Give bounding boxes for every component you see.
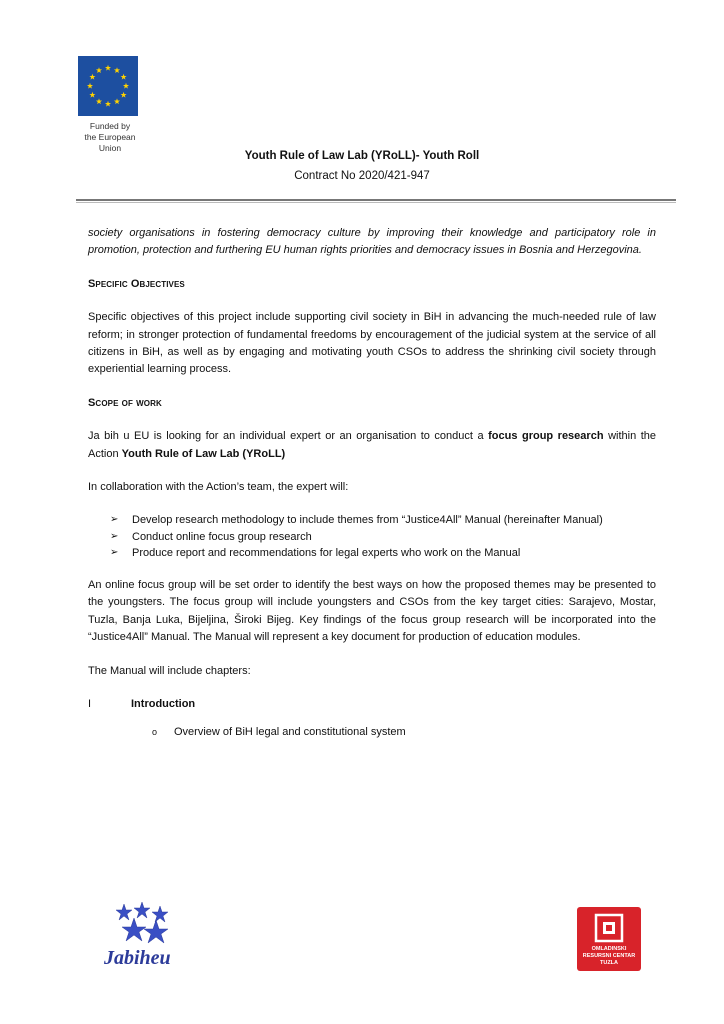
specific-objectives-text: Specific objectives of this project include supporting civil society in BiH in advancing the much-needed rule of law reform; in stronger protection of fundamental freedoms by encouragement of the judicial system at the service of all citizens in BiH, as well as by engaging and motivating youth CSOs to address the shrinking civil society through experiential learning process. bbox=[88, 311, 656, 376]
orc-tuzla-logo bbox=[577, 907, 641, 971]
eu-stars-icon bbox=[78, 56, 138, 116]
chapter-subitem bbox=[88, 724, 656, 741]
project-title: Youth Rule of Law Lab (YRoLL)- Youth Roll bbox=[244, 150, 480, 162]
chapter-item bbox=[88, 696, 656, 713]
chapter-subitem-text: Overview of BiH legal and constitutional system bbox=[174, 725, 406, 738]
scope-text-a: Ja bih u EU is looking for an individual expert or an organisation to conduct a bbox=[88, 430, 489, 443]
list-item bbox=[110, 529, 656, 545]
eu-star-icon bbox=[123, 83, 129, 89]
eu-star-icon bbox=[87, 83, 93, 89]
header-divider-shadow bbox=[76, 202, 676, 203]
manual-chapters-line: The Manual will include chapters: bbox=[88, 664, 251, 677]
scope-text-b: focus group research bbox=[488, 430, 604, 443]
eu-star-icon bbox=[121, 74, 127, 80]
orc-text-line1: OMLADINSKI bbox=[591, 946, 627, 952]
arrow-bullet-icon: ➢ bbox=[110, 530, 119, 542]
eu-caption-line2: the European Union bbox=[84, 132, 136, 153]
orc-emblem-icon bbox=[594, 913, 624, 943]
arrow-bullet-icon: ➢ bbox=[110, 514, 119, 526]
eu-star-icon bbox=[96, 98, 102, 104]
document-body bbox=[88, 225, 656, 741]
eu-star-icon bbox=[121, 92, 127, 98]
eu-star-icon bbox=[105, 65, 111, 71]
jabiheu-stars-icon bbox=[110, 900, 190, 950]
intro-paragraph: society organisations in fostering democracy culture by improving their knowledge and participatory role in promotion, protection and furthering EU human rights priorities and democracy issues in Bosnia and Herzegovina. bbox=[88, 227, 656, 257]
scope-text-c: within the Action bbox=[88, 430, 657, 460]
list-item-text: Produce report and recommendations for legal experts who work on the Manual bbox=[132, 546, 521, 559]
specific-objectives-heading-text: Specific Objectives bbox=[88, 277, 185, 290]
eu-star-icon bbox=[89, 92, 95, 98]
contract-number: Contract No 2020/421-947 bbox=[294, 170, 430, 182]
scope-of-work-heading-text: Scope of work bbox=[88, 396, 162, 409]
orc-text-line2: RESURSNI CENTAR bbox=[582, 953, 636, 959]
list-item-text: Develop research methodology to include themes from “Justice4All” Manual (hereinafter Manual) bbox=[132, 514, 603, 527]
scope-of-work-heading bbox=[88, 395, 656, 412]
eu-star-icon bbox=[105, 101, 111, 107]
header-divider bbox=[76, 199, 676, 201]
list-item bbox=[110, 512, 656, 528]
jabiheu-logo-text: Jabiheu bbox=[104, 947, 171, 969]
eu-flag-logo bbox=[78, 56, 138, 116]
eu-star-icon bbox=[96, 67, 102, 73]
list-item-text: Conduct online focus group research bbox=[132, 530, 312, 543]
list-item bbox=[110, 545, 656, 561]
circle-bullet-icon: o bbox=[152, 726, 158, 737]
orc-text-line3: TUZLA bbox=[599, 960, 619, 966]
scope-text-d: Youth Rule of Law Lab (YRoLL) bbox=[121, 447, 286, 460]
eu-star-icon bbox=[114, 67, 120, 73]
eu-star-icon bbox=[89, 74, 95, 80]
arrow-bullet-icon: ➢ bbox=[110, 546, 119, 558]
task-list bbox=[88, 512, 656, 561]
chapter-title: Introduction bbox=[131, 698, 196, 711]
chapter-number: I bbox=[88, 698, 92, 711]
collaboration-line: In collaboration with the Action’s team, the expert will: bbox=[88, 481, 349, 494]
specific-objectives-heading bbox=[88, 276, 656, 293]
online-focus-group-paragraph: An online focus group will be set order to identify the best ways on how the proposed themes may be presented to the youngsters. The focus group will include youngsters and CSOs from the key target cities: Sarajevo, Mostar, Tuzla, Banja Luka, Bijeljina, Široki Bijeg. Key findings of the focus group research will be incorporated into the “Justice4All” Manual. The Manual will represent a key document for production of education modules. bbox=[88, 579, 656, 644]
scope-paragraph bbox=[88, 428, 656, 463]
eu-caption-line1: Funded by bbox=[89, 121, 131, 131]
eu-star-icon bbox=[114, 98, 120, 104]
